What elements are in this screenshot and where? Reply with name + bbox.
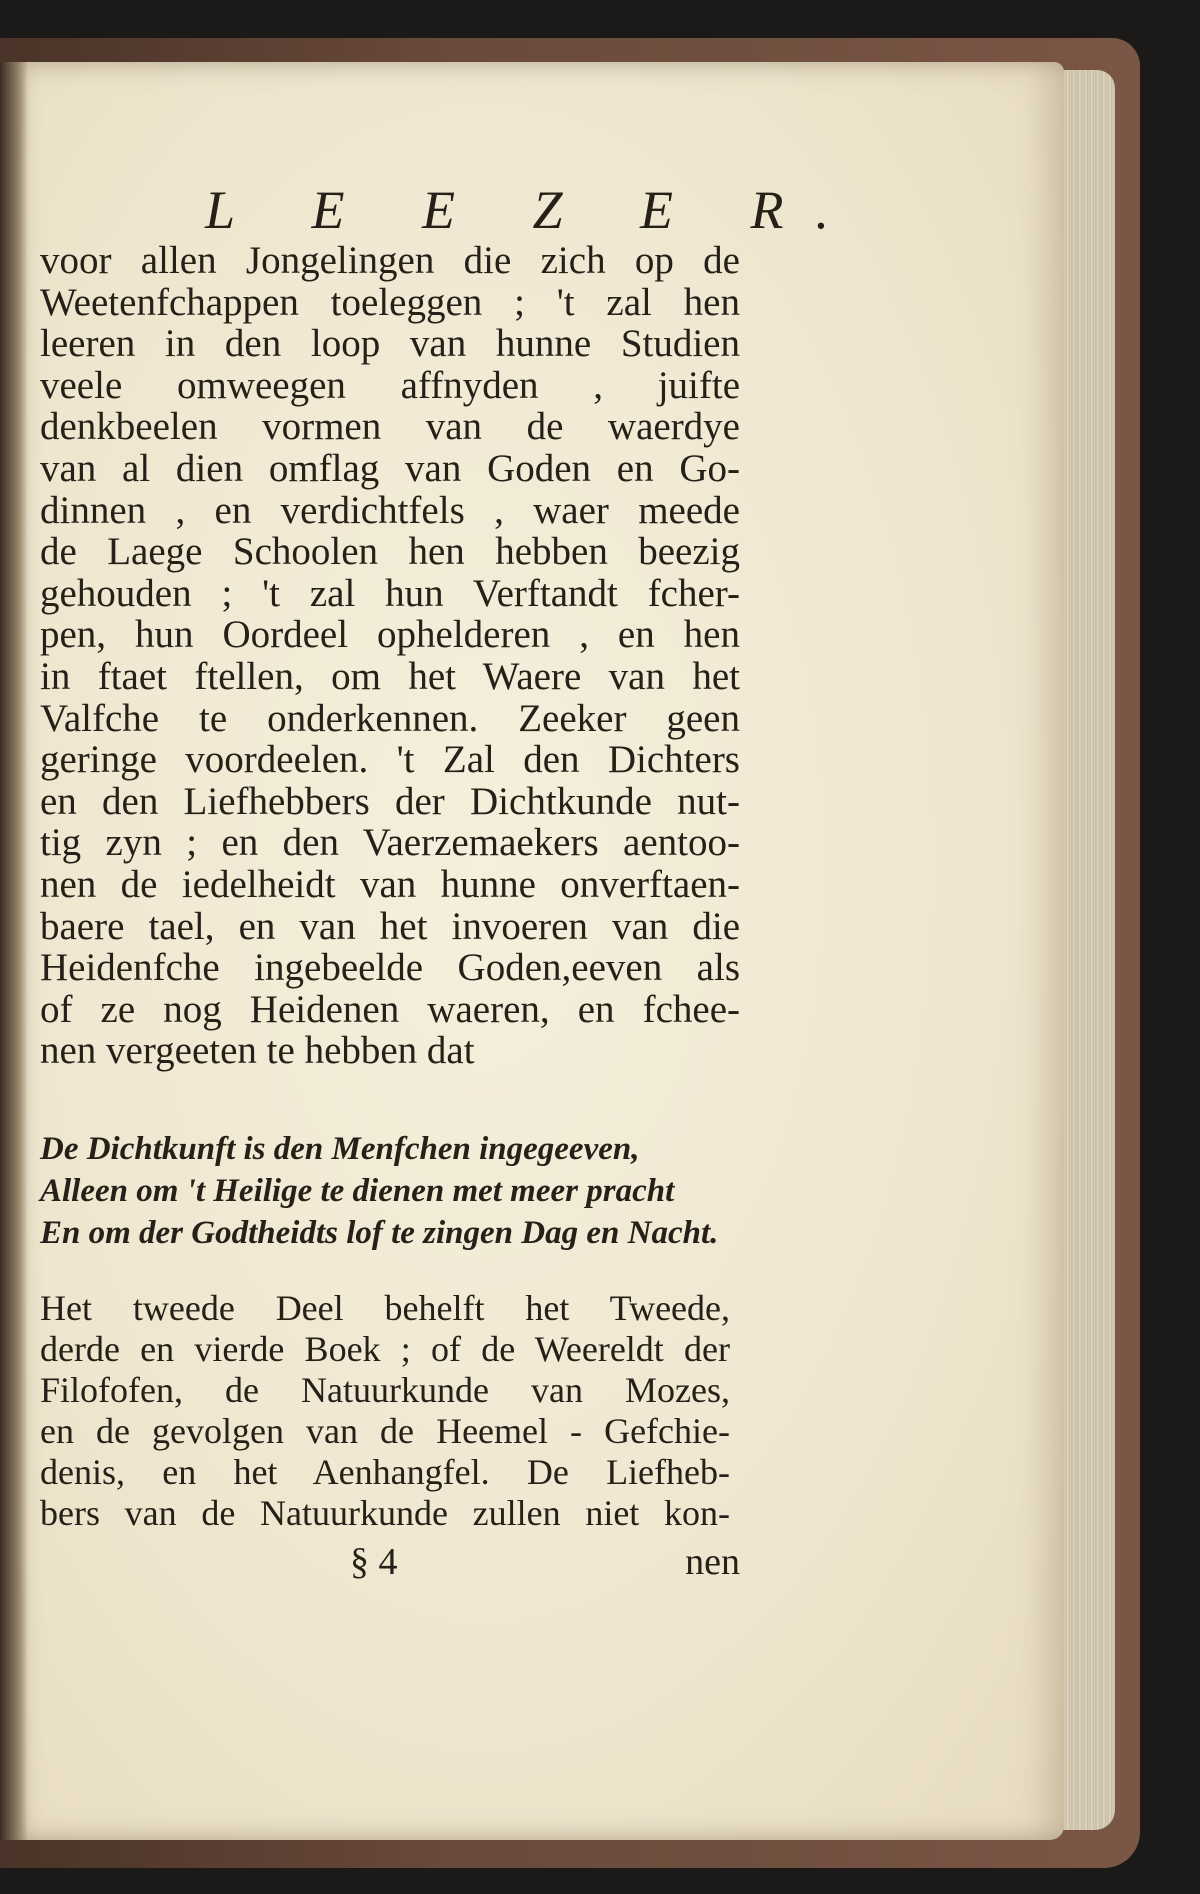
page-footer	[40, 1540, 740, 1590]
text-line: baere tael, en van het invoeren van die	[40, 904, 740, 948]
paragraph-1	[40, 240, 760, 1072]
verse-line: Alleen om 't Heilige te dienen met meer pracht	[40, 1172, 675, 1209]
text-line: Filofofen, de Natuurkunde van Mozes,	[40, 1369, 730, 1410]
verse-line: En om der Godtheidts lof te zingen Dag en Nacht.	[40, 1214, 719, 1251]
running-head: L E E Z E R.	[205, 180, 862, 240]
text-line: nen de iedelheidt van hunne onverftaen-	[40, 862, 740, 906]
page-text	[40, 180, 862, 1590]
text-line: en den Liefhebbers der Dichtkunde nut-	[40, 779, 740, 823]
text-line: veele omweegen affnyden , juifte	[40, 363, 740, 407]
text-line: bers van de Natuurkunde zullen niet kon-	[40, 1492, 730, 1533]
text-line: Weetenfchappen toeleggen ; 't zal hen	[40, 280, 740, 324]
text-line: derde en vierde Boek ; of de Weereldt der	[40, 1328, 730, 1369]
text-line: Heidenfche ingebeelde Goden,eeven als	[40, 946, 740, 990]
verse-line: De Dichtkunft is den Menfchen ingegeeven,	[40, 1130, 640, 1167]
text-line: dinnen , en verdichtfels , waer meede	[40, 488, 740, 532]
signature-mark: § 4	[350, 1540, 398, 1583]
text-line: Valfche te onderkennen. Zeeker geen	[40, 696, 740, 740]
text-line: Het tweede Deel behelft het Tweede,	[40, 1287, 730, 1328]
text-line: nen vergeeten te hebben dat	[40, 1029, 475, 1073]
page-gutter	[0, 62, 28, 1840]
text-line: gehouden ; 't zal hun Verftandt fcher-	[40, 571, 740, 615]
text-line: van al dien omflag van Goden en Go-	[40, 446, 740, 490]
text-line: voor allen Jongelingen die zich op de	[40, 239, 740, 282]
text-line: in ftaet ftellen, om het Waere van het	[40, 654, 740, 698]
text-line: pen, hun Oordeel ophelderen , en hen	[40, 613, 740, 657]
text-line: en de gevolgen van de Heemel - Gefchie-	[40, 1410, 730, 1451]
text-line: denkbeelen vormen van de waerdye	[40, 405, 740, 449]
text-line: leeren in den loop van hunne Studien	[40, 322, 740, 366]
text-line: tig zyn ; en den Vaerzemaekers aentoo-	[40, 821, 740, 865]
text-line: of ze nog Heidenen waeren, en fchee-	[40, 987, 740, 1031]
catchword: nen	[685, 1540, 740, 1583]
text-line: de Laege Schoolen hen hebben beezig	[40, 530, 740, 574]
paragraph-2	[40, 1288, 760, 1534]
text-line: geringe voordeelen. 't Zal den Dichters	[40, 738, 740, 782]
text-line: denis, en het Aenhangfel. De Liefheb-	[40, 1451, 730, 1492]
verse-quote	[40, 1128, 760, 1254]
